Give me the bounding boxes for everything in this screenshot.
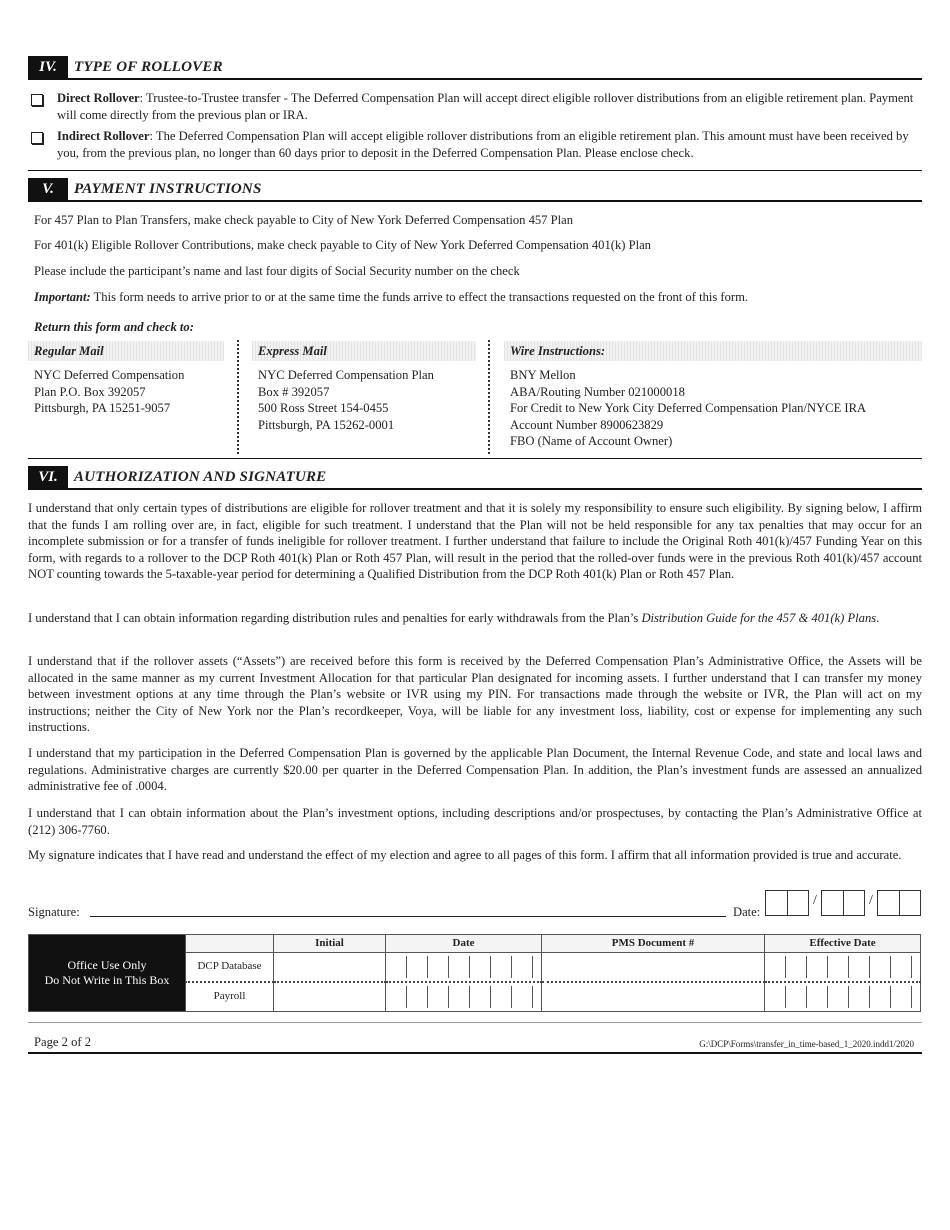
section-vi-header bbox=[28, 466, 922, 490]
return-label: Return this form and check to: bbox=[34, 320, 194, 334]
wire-line: FBO (Name of Account Owner) bbox=[510, 434, 673, 448]
row-label-dcp-database: DCP Database bbox=[186, 952, 274, 982]
file-path: G:\DCP\Forms\transfer_in_time-based_1_2020.indd1/2020 bbox=[699, 1039, 914, 1049]
office-use-label bbox=[29, 935, 186, 1012]
date-digit-box[interactable] bbox=[877, 890, 899, 916]
office-use-line: Do Not Write in This Box bbox=[44, 972, 170, 987]
direct-rollover-option[interactable] bbox=[28, 90, 922, 123]
initial-cell[interactable] bbox=[274, 982, 386, 1012]
date-header: Date bbox=[386, 935, 542, 953]
pms-document-header: PMS Document # bbox=[542, 935, 765, 953]
address-line: Pittsburgh, PA 15262-0001 bbox=[258, 417, 395, 432]
divider bbox=[28, 458, 922, 459]
signature-field[interactable] bbox=[90, 916, 726, 917]
date-digit-box[interactable] bbox=[821, 890, 843, 916]
section-iv-header bbox=[28, 56, 922, 80]
address-line: 500 Ross Street 154-0455 bbox=[258, 401, 389, 415]
office-use-table bbox=[28, 934, 921, 1012]
wire-line: Account Number 8900623829 bbox=[510, 417, 664, 432]
section-number: IV. bbox=[28, 56, 68, 78]
date-digit-box[interactable] bbox=[899, 890, 921, 916]
effective-date-cell[interactable] bbox=[765, 952, 921, 982]
address-line: Pittsburgh, PA 15251-9057 bbox=[34, 401, 171, 415]
divider bbox=[28, 170, 922, 171]
footer-rule bbox=[28, 1052, 922, 1054]
section-v-header bbox=[28, 178, 922, 202]
section-title: TYPE OF ROLLOVER bbox=[74, 59, 223, 75]
effective-date-header: Effective Date bbox=[765, 935, 921, 953]
direct-rollover-label: Direct Rollover bbox=[57, 91, 140, 105]
authorization-paragraph-2 bbox=[28, 610, 922, 627]
address-line: NYC Deferred Compensation bbox=[34, 368, 185, 382]
payment-line-457: For 457 Plan to Plan Transfers, make check payable to City of New York Deferred Compensation 457 Plan bbox=[34, 213, 574, 227]
important-label: Important: bbox=[34, 290, 91, 304]
wire-instructions-header: Wire Instructions: bbox=[504, 341, 922, 361]
date-field[interactable] bbox=[765, 890, 923, 918]
empty-header bbox=[186, 935, 274, 953]
address-line: Box # 392057 bbox=[258, 384, 330, 399]
section-number: V. bbox=[28, 178, 68, 200]
distribution-guide-title: Distribution Guide for the 457 & 401(k) Plans bbox=[641, 611, 877, 625]
direct-rollover-text: : Trustee-to-Trustee transfer - The Deferred Compensation Plan will accept direct eligible rollover distributions from an eligible retirement plan. Payment will come directly from the previous plan or IRA. bbox=[57, 91, 914, 122]
indirect-rollover-label: Indirect Rollover bbox=[57, 129, 150, 143]
important-note bbox=[34, 289, 922, 306]
page-number: Page 2 of 2 bbox=[34, 1035, 92, 1049]
direct-rollover-checkbox[interactable] bbox=[31, 94, 43, 106]
wire-line: ABA/Routing Number 021000018 bbox=[510, 384, 685, 399]
initial-header: Initial bbox=[274, 935, 386, 953]
wire-line: BNY Mellon bbox=[510, 368, 576, 382]
wire-instructions bbox=[510, 367, 922, 450]
section-number: VI. bbox=[28, 466, 68, 488]
effective-date-cell[interactable] bbox=[765, 982, 921, 1012]
date-label: Date: bbox=[733, 905, 761, 919]
pms-document-cell[interactable] bbox=[542, 952, 765, 982]
authorization-paragraph-4: I understand that my participation in the Deferred Compensation Plan is governed by the applicable Plan Document, the Internal Revenue Code, and state and local laws and regulations. Administrative charges are currently $20.00 per quarter in the Deferred Compensation Plan. In addition, the Plan’s investment funds are assessed an annualized administrative fee of .0004. bbox=[28, 746, 922, 793]
regular-mail-header: Regular Mail bbox=[28, 341, 224, 361]
regular-mail-address bbox=[34, 367, 234, 417]
indirect-rollover-checkbox[interactable] bbox=[31, 132, 43, 144]
initial-cell[interactable] bbox=[274, 952, 386, 982]
date-digit-box[interactable] bbox=[765, 890, 787, 916]
divider bbox=[28, 1022, 922, 1023]
express-mail-address bbox=[258, 367, 488, 433]
row-label-payroll: Payroll bbox=[186, 982, 274, 1012]
section-title: AUTHORIZATION AND SIGNATURE bbox=[74, 469, 327, 485]
date-separator: / bbox=[869, 893, 873, 908]
pms-document-cell[interactable] bbox=[542, 982, 765, 1012]
wire-line: For Credit to New York City Deferred Compensation Plan/NYCE IRA bbox=[510, 401, 867, 415]
date-digit-box[interactable] bbox=[843, 890, 865, 916]
authorization-paragraph-6: My signature indicates that I have read and understand the effect of my election and agree to all pages of this form. I affirm that all information provided is true and accurate. bbox=[28, 848, 902, 862]
express-mail-header: Express Mail bbox=[252, 341, 476, 361]
authorization-paragraph-5: I understand that I can obtain information about the Plan’s investment options, including descriptions and/or prospectuses, by contacting the Plan’s Administrative Office at (212) 306-7760. bbox=[28, 806, 922, 837]
p2-end: . bbox=[876, 611, 880, 625]
address-line: Plan P.O. Box 392057 bbox=[34, 384, 146, 399]
office-use-line: Office Use Only bbox=[67, 957, 147, 972]
column-divider bbox=[237, 340, 239, 454]
indirect-rollover-text: : The Deferred Compensation Plan will accept eligible rollover distributions from an eligible retirement plan. This amount must have been received by you, from the previous plan, no longer than 60 days prior to deposit in the Deferred Compensation Plan. Please enclose check. bbox=[57, 129, 909, 160]
authorization-paragraph-1: I understand that only certain types of distributions are eligible for rollover treatment and that it is solely my responsibility to ensure such eligibility. By signing below, I affirm that the funds I am rolling over are, in fact, eligible for such treatment. I understand that the Plan will not be held responsible for any tax penalties that may occur for an incomplete submission or for a transfer of funds ineligible for rollover treatment. I further understand that failure to include the Original Roth 401(k)/457 Funding Year on this form, with regards to a rollover to the DCP Roth 401(k) Plan or Roth 457 Plan, will result in the period that the rolled-over funds were in the previous Roth 401(k)/457 account NOT counting towards the 5-taxable-year period for determining a Qualified Distribution from the DCP Roth 401(k) Plan or Roth 457 Plan. bbox=[28, 501, 922, 581]
signature-label: Signature: bbox=[28, 905, 80, 919]
section-title: PAYMENT INSTRUCTIONS bbox=[74, 181, 262, 197]
date-cell[interactable] bbox=[386, 952, 542, 982]
p2-text: I understand that I can obtain information regarding distribution rules and penalties for early withdrawals from the Plan’s bbox=[28, 611, 642, 625]
date-digit-box[interactable] bbox=[787, 890, 809, 916]
indirect-rollover-option[interactable] bbox=[28, 128, 922, 161]
important-text: This form needs to arrive prior to or at the same time the funds arrive to effect the transactions requested on the front of this form. bbox=[90, 290, 749, 304]
payment-line-401k: For 401(k) Eligible Rollover Contributions, make check payable to City of New York Deferred Compensation 401(k) Plan bbox=[34, 238, 651, 252]
date-cell[interactable] bbox=[386, 982, 542, 1012]
payment-line-ssn: Please include the participant’s name and last four digits of Social Security number on the check bbox=[34, 264, 520, 278]
date-separator: / bbox=[813, 893, 817, 908]
column-divider bbox=[488, 340, 490, 454]
authorization-paragraph-3: I understand that if the rollover assets (“Assets”) are received before this form is received by the Deferred Compensation Plan’s Administrative Office, the Assets will be allocated in the same manner as my current Investment Allocation for that particular Plan designated for incoming assets. I further understand that I can transfer my money between investment options at any time through the Plan’s website or IVR using my PIN. For transactions made through the website or IVR, the Plan will act on my instructions; neither the City of New York nor the Plan’s recordkeeper, Voya, will be liable for any investment loss, liability, cost or expense for implementing any such instructions. bbox=[28, 654, 922, 734]
address-line: NYC Deferred Compensation Plan bbox=[258, 368, 434, 382]
